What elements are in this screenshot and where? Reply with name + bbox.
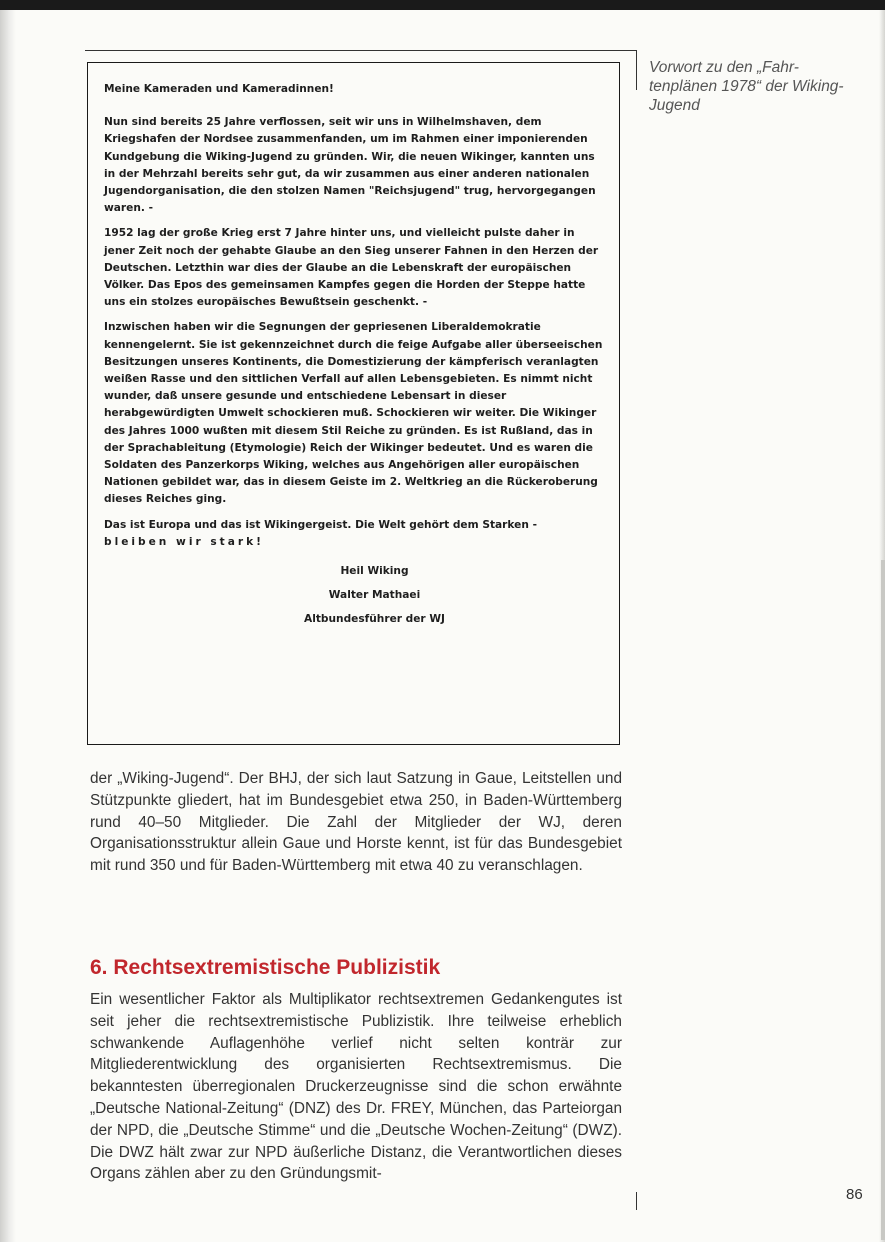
column-right-rule-bottom (636, 1192, 637, 1210)
preface-letter-box (87, 62, 620, 745)
body-paragraph: Ein wesentlicher Faktor als Multiplikator rechtsextremen Gedankengutes ist seit jeher die rechtsextremistische Publizistik. Ihre teilweise erheblich schwankende Auflagenhöhe verlief nicht selten konträr zur Mitgliederentwicklung des organisierten Rechtsextremismus. Die bekanntesten überregionalen Druckerzeugnisse sind die schon erwähnte „Deutsche National-Zeitung“ (DNZ) des Dr. FREY, München, das Parteiorgan der NPD, die „Deutsche Stimme“ und die „Deutsche Wochen-Zeitung“ (DWZ). Die DWZ hält zwar zur NPD äußerliche Distanz, die Verantwortlichen dieses Organs zählen aber zu den Gründungsmit- (90, 991, 622, 1183)
column-right-rule (636, 50, 637, 90)
letter-paragraph: Inzwischen haben wir die Segnungen der gepriesenen Liberaldemokratie kennengelernt. Sie ist gekennzeichnet durch die feige Aufgabe aller überseeischen Besitzungen unseres Kontinents, die Domestizierung der kämpferisch veranlagten weißen Rasse und den sittlichen Verfall auf allen Lebensgebieten. Es nimmt nicht wunder, daß unsere gesunde und entschiedene Lebensart in dieser herabgewürdigten Umwelt schockieren muß. Schockieren wir weiter. Die Wikinger des Jahres 1000 wußten mit diesem Stil Reiche zu gründen. Es ist Rußland, das in der Sprachableitung (Etymologie) Reich der Wikinger bedeutet. Und es waren die Soldaten des Panzerkorps Wiking, welches aus Angehörigen aller europäischen Nationen gebildet war, das in diesem Geiste im 2. Weltkrieg an die Rückeroberung dieses Reiches ging. (104, 321, 603, 506)
letter-greeting: Meine Kameraden und Kameradinnen! (104, 83, 334, 95)
letter-paragraph: 1952 lag der große Krieg erst 7 Jahre hinter uns, und vielleicht pulste daher in jener Zeit noch der gehabte Glaube an den Sieg unserer Fahnen in den Herzen der Deutschen. Letzthin war dies der Glaube an die Lebenskraft der europäischen Völker. Das Epos des gemeinsamen Kampfes gegen die Horden der Steppe hatte uns ein stolzes europäisches Bewußtsein geschenkt. - (104, 227, 599, 309)
scan-binding-shadow (0, 10, 16, 1242)
column-top-rule (85, 50, 637, 51)
page-number: 86 (846, 1186, 863, 1203)
letter-closing-lead: Das ist Europa und das ist Wikingergeist. Die Welt gehört dem Starken - (104, 518, 537, 531)
scan-right-edge (881, 560, 885, 1240)
margin-caption: Vorwort zu den „Fahr-tenplänen 1978“ der Wiking-Jugend (649, 59, 844, 114)
scan-top-edge (0, 0, 885, 10)
letter-closing-spaced: bleiben wir stark! (104, 535, 264, 548)
letter-signer-title: Altbundesführer der WJ (304, 613, 445, 626)
letter-signoff: Heil Wiking (340, 565, 409, 578)
letter-closing (104, 517, 605, 551)
letter-paragraph: Nun sind bereits 25 Jahre verflossen, seit wir uns in Wilhelmshaven, dem Kriegshafen der Nordsee zusammenfanden, um im Rahmen einer imponierenden Kundgebung die Wiking-Jugend zu gründen. Wir, die neuen Wikinger, kannten uns in der Mehrzahl bereits sehr gut, da wir zusammen aus einer anderen nationalen Jugendorganisation, die den stolzen Namen "Reichsjugend" trug, hervorgegangen waren. - (104, 116, 596, 215)
letter-signer: Walter Mathaei (328, 589, 421, 602)
section-heading: 6. Rechtsextremistische Publizistik (90, 956, 441, 979)
body-paragraph: der „Wiking-Jugend“. Der BHJ, der sich laut Satzung in Gaue, Leitstellen und Stützpunkte gliedert, hat im Bundesgebiet etwa 250, in Baden-Württemberg rund 40–50 Mitglieder. Die Zahl der Mitglieder der WJ, deren Organisationsstruktur allein Gaue und Horste kennt, ist für das Bundesgebiet mit rund 350 und für Baden-Württemberg mit etwa 40 zu veranschlagen. (90, 770, 622, 875)
